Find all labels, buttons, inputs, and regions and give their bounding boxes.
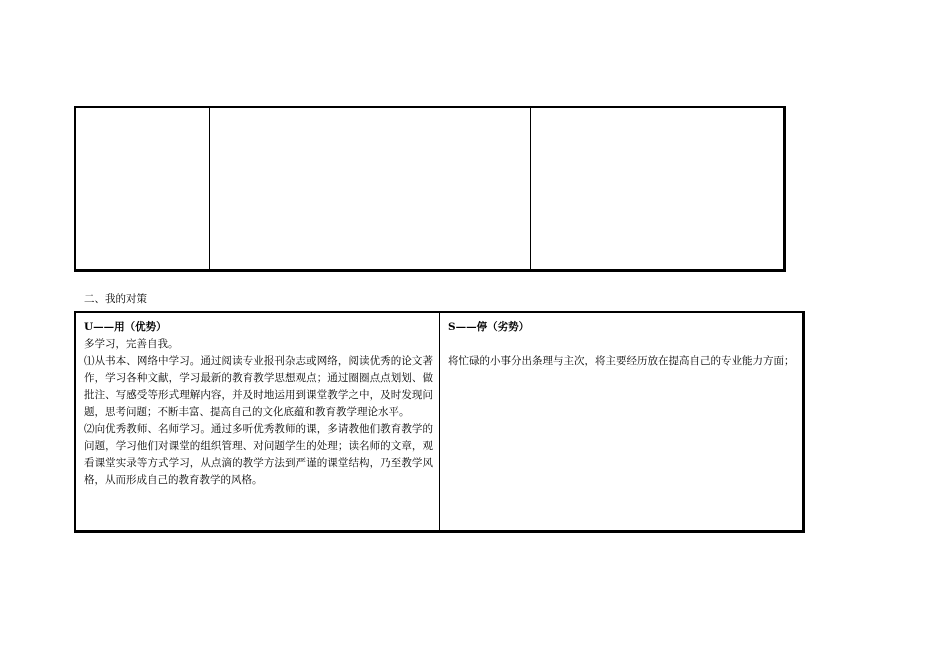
strengths-item-1: ⑴从书本、网络中学习。通过阅读专业报刊杂志或网络，阅读优秀的论文著作，学习各种文献，学习最新的教育教学思想观点；通过圈圈点点划划、做批注、写感受等形式理解内容，并及时地运用到课堂教学之中，及时发现问题，思考问题；不断丰富、提高自己的文化底蕴和教育教学理论水平。 — [84, 355, 433, 418]
section-heading: 二、我的对策 — [84, 293, 147, 305]
weaknesses-body: 将忙碌的小事分出条理与主次，将主要经历放在提高自己的专业能力方面； — [448, 355, 795, 367]
top-table-cell-1 — [76, 108, 210, 269]
weaknesses-spacer — [448, 336, 796, 353]
strengths-cell — [76, 313, 440, 530]
top-table-cell-3 — [531, 108, 783, 269]
top-table — [74, 106, 786, 272]
weaknesses-cell — [440, 313, 802, 530]
strengths-title: U——用（优势） — [84, 321, 167, 333]
strengths-intro: 多学习，完善自我。 — [84, 338, 179, 350]
strategy-table — [74, 311, 805, 533]
top-table-cell-2 — [210, 108, 531, 269]
weaknesses-title: S——停（劣势） — [448, 321, 530, 333]
strengths-item-2: ⑵向优秀教师、名师学习。通过多听优秀教师的课，多请教他们教育教学的问题，学习他们对课堂的组织管理、对问题学生的处理；读名师的文章，观看课堂实录等方式学习，从点滴的教学方法到严谨的课堂结构，乃至教学风格，从而形成自己的教育教学的风格。 — [84, 423, 433, 486]
